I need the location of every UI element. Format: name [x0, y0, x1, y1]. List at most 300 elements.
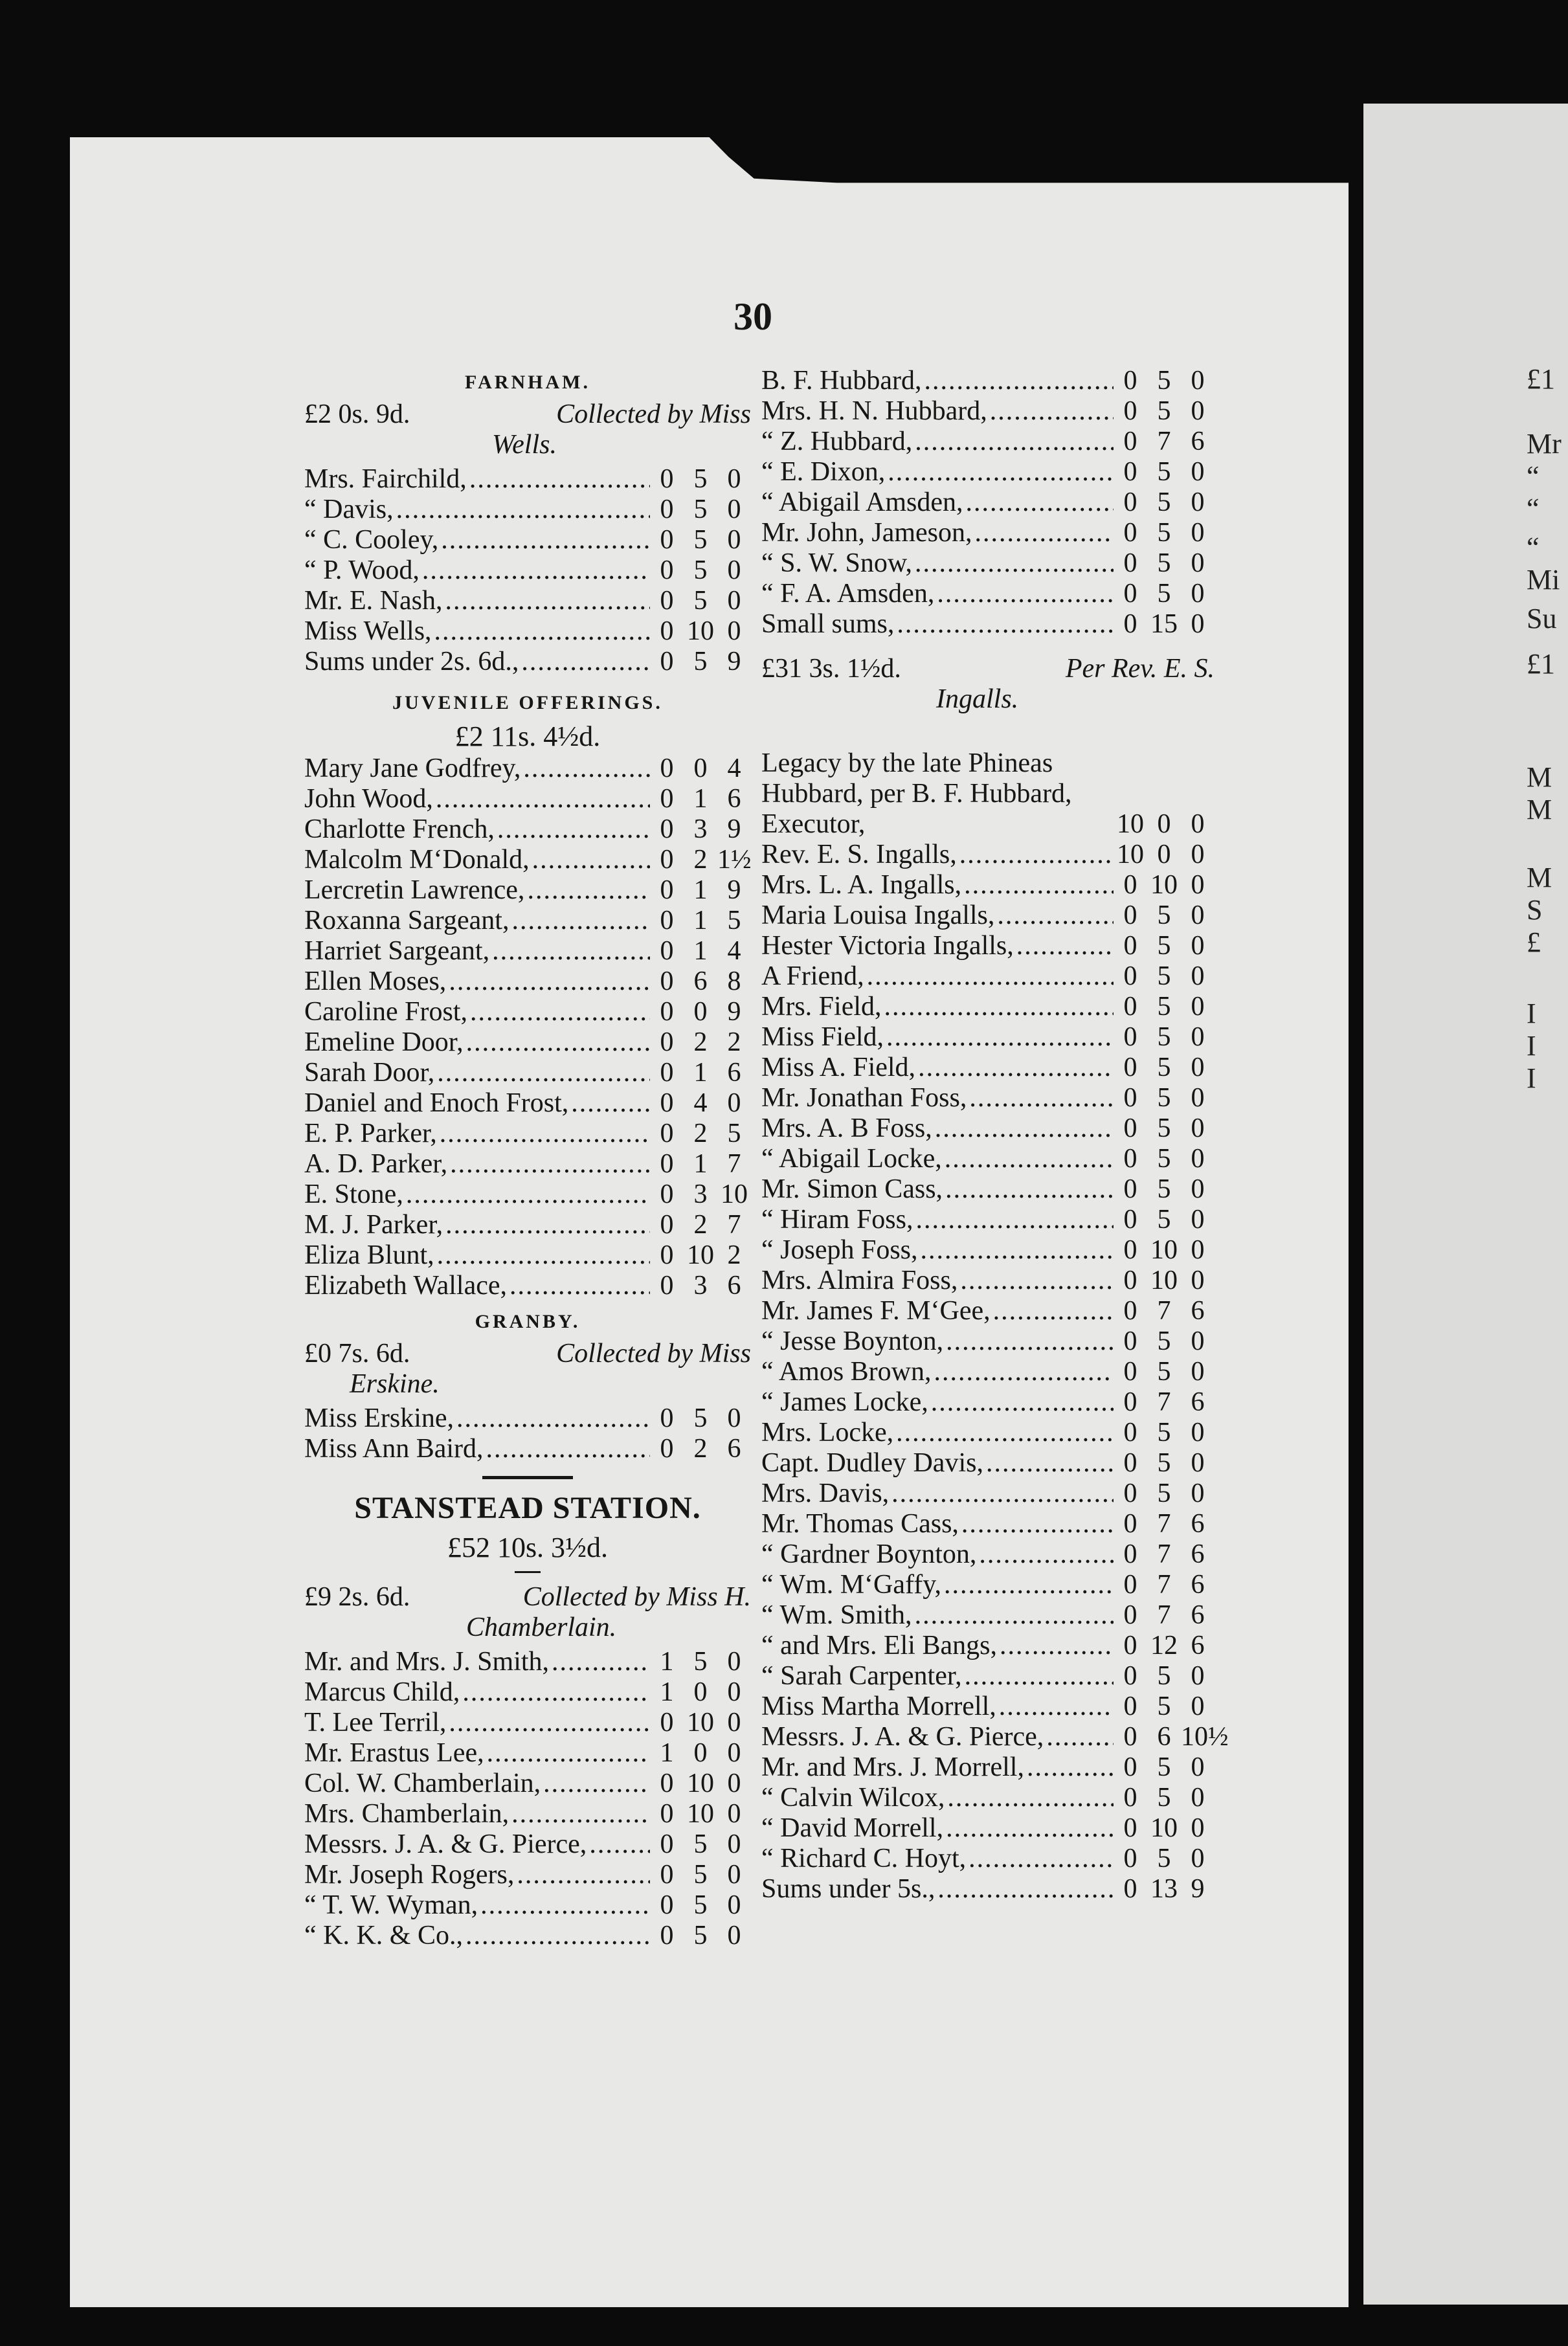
list-item	[304, 1769, 751, 1799]
amount-shillings: 5	[1157, 1205, 1171, 1234]
amount-shillings: 5	[1157, 1113, 1171, 1143]
amount-shillings: 10	[687, 1769, 714, 1798]
amount-pounds: 0	[1123, 961, 1137, 991]
amount-pence: 0	[727, 1799, 741, 1829]
amount-pence: 0	[1191, 457, 1205, 487]
amount-pence: 0	[727, 1829, 741, 1859]
entries-stanstead	[304, 1647, 751, 1951]
amount-shillings: 7	[1157, 1539, 1171, 1569]
amount-shillings: 7	[1157, 1509, 1171, 1539]
amount-pounds: 0	[660, 1027, 674, 1057]
amount-pounds: 0	[1123, 1692, 1137, 1721]
donor-name: Ellen Moses, .....	[304, 966, 650, 997]
donor-name: Elizabeth Wallace, .....	[304, 1271, 650, 1301]
amount-pence: 2	[727, 1027, 741, 1057]
amount-pence: 0	[1191, 1174, 1205, 1204]
donor-name: Miss Martha Morrell, .....	[761, 1692, 1114, 1722]
amount-pence: 0	[1191, 809, 1205, 839]
amount-pounds: 0	[1123, 1509, 1137, 1539]
amount-pounds: 0	[660, 1890, 674, 1920]
amount-shillings: 1	[693, 936, 708, 966]
donor-name: “ T. W. Wyman, .....	[304, 1890, 650, 1921]
amount-pence: 2	[727, 1240, 741, 1270]
amount-pounds: 0	[1123, 1205, 1137, 1234]
amount-pounds: 0	[1123, 931, 1137, 961]
donor-name: Col. W. Chamberlain, .....	[304, 1769, 650, 1799]
amount-pounds: 0	[1123, 1752, 1137, 1782]
section-divider	[482, 1476, 573, 1479]
collected-line-farnham	[304, 399, 751, 460]
amount-shillings: 5	[693, 1647, 708, 1677]
amount-shillings: 7	[1157, 1600, 1171, 1630]
amount-pounds: 0	[660, 555, 674, 585]
donor-name: A. D. Parker, .....	[304, 1149, 650, 1179]
amount-pounds: 0	[660, 784, 674, 814]
amount-pence: 0	[1191, 366, 1205, 396]
amount-pence: 0	[727, 1088, 741, 1118]
amount-shillings: 5	[1157, 487, 1171, 517]
amount-pounds: 0	[660, 1829, 674, 1859]
amount-pounds: 0	[1123, 396, 1137, 426]
amount-shillings: 0	[1157, 840, 1171, 869]
amount-pounds: 0	[1123, 1448, 1137, 1478]
donor-name: Mrs. Chamberlain, .....	[304, 1799, 650, 1829]
amount-shillings: 5	[1157, 1783, 1171, 1813]
next-page-fragment: M	[1527, 862, 1552, 893]
donor-name: “ E. Dixon, .....	[761, 457, 1114, 487]
amount-pence: 6	[1191, 1600, 1205, 1630]
list-item	[304, 464, 751, 495]
list-item	[761, 1692, 1215, 1722]
donor-name: A Friend, .....	[761, 961, 1114, 992]
list-item	[761, 1083, 1215, 1113]
amount-shillings: 5	[1157, 548, 1171, 578]
entries-hubbard-group	[761, 366, 1215, 640]
amount-pounds: 1	[660, 1677, 674, 1707]
amount-pence: 4	[727, 936, 741, 966]
amount-shillings: 5	[1157, 1448, 1171, 1478]
amount-shillings: 12	[1150, 1631, 1178, 1660]
amount-shillings: 5	[693, 647, 708, 676]
amount-shillings: 7	[1157, 1570, 1171, 1600]
list-item	[761, 1266, 1215, 1296]
amount-pence: 0	[727, 525, 741, 555]
amount-shillings: 5	[693, 1829, 708, 1859]
amount-pence: 0	[727, 1921, 741, 1950]
amount-pounds: 1	[660, 1738, 674, 1768]
amount-pounds: 0	[660, 1921, 674, 1950]
next-page-fragment: S	[1527, 894, 1543, 926]
amount-shillings: 1	[693, 906, 708, 935]
amount-pence: 6	[727, 784, 741, 814]
amount-shillings: 0	[1157, 809, 1171, 839]
list-item	[761, 396, 1215, 427]
amount-pence: 0	[1191, 900, 1205, 930]
donor-name: “ Davis, .....	[304, 495, 650, 525]
amount-pence: 10½	[1181, 1722, 1229, 1752]
amount-pence: 6	[727, 1434, 741, 1464]
donor-name: Sums under 2s. 6d., .....	[304, 647, 650, 677]
amount-pence: 0	[1191, 1357, 1205, 1387]
amount-shillings: 5	[693, 586, 708, 616]
next-page-fragment: M	[1527, 761, 1552, 793]
list-item	[304, 845, 751, 875]
amount-pounds: 0	[660, 616, 674, 646]
amount-shillings: 10	[1150, 1813, 1178, 1843]
next-page-fragment: M	[1527, 794, 1552, 825]
donor-name: Mr. Simon Cass, .....	[761, 1174, 1114, 1205]
next-page-fragment: “	[1527, 493, 1540, 524]
amount-pounds: 0	[1123, 1844, 1137, 1873]
collected-amount: £2 0s. 9d.	[304, 399, 410, 429]
amount-pence: 0	[727, 1708, 741, 1737]
next-page-fragment: Mr	[1527, 428, 1562, 460]
amount-pence: 0	[1191, 1053, 1205, 1082]
donor-name: “ Hiram Foss, .....	[761, 1205, 1114, 1235]
short-divider	[515, 1571, 541, 1573]
amount-shillings: 2	[693, 1210, 708, 1240]
donor-name: Mr. Thomas Cass, .....	[761, 1509, 1114, 1539]
amount-shillings: 5	[1157, 1144, 1171, 1174]
amount-pence: 0	[1191, 1418, 1205, 1447]
amount-pounds: 0	[1123, 1631, 1137, 1660]
donor-name: “ Sarah Carpenter, .....	[761, 1661, 1114, 1692]
entries-ingalls-group	[761, 840, 1229, 1905]
amount-pence: 0	[727, 1677, 741, 1707]
list-item	[304, 1860, 751, 1890]
donor-name: “ James Locke, .....	[761, 1387, 1114, 1418]
amount-pounds: 0	[660, 997, 674, 1027]
amount-shillings: 5	[1157, 579, 1171, 609]
amount-shillings: 5	[1157, 992, 1171, 1022]
amount-pence: 0	[1191, 1144, 1205, 1174]
section-title-granby: GRANBY.	[475, 1311, 581, 1332]
amount-pence: 6	[727, 1271, 741, 1301]
amount-pounds: 0	[660, 464, 674, 494]
list-item	[761, 1844, 1215, 1874]
donor-name: “ Jesse Boynton, .....	[761, 1326, 1114, 1357]
donor-name: Hester Victoria Ingalls, .....	[761, 931, 1114, 961]
amount-shillings: 5	[693, 1403, 708, 1433]
amount-pounds: 0	[660, 1058, 674, 1088]
amount-shillings: 1	[693, 1058, 708, 1088]
amount-pence: 5	[727, 906, 741, 935]
donor-name: “ C. Cooley, .....	[304, 525, 650, 555]
amount-pounds: 0	[1123, 1357, 1137, 1387]
donor-name: Rev. E. S. Ingalls, .....	[761, 840, 1114, 870]
amount-shillings: 5	[1157, 1844, 1171, 1873]
per-rev-name: Ingalls.	[936, 684, 1019, 714]
amount-pence: 6	[1191, 1509, 1205, 1539]
donor-name: Messrs. J. A. & G. Pierce, .....	[761, 1722, 1114, 1752]
amount-pence: 4	[727, 754, 741, 783]
amount-pence: 9	[727, 997, 741, 1027]
amount-shillings: 3	[693, 1179, 708, 1209]
list-item	[761, 518, 1215, 548]
amount-pence: 0	[1191, 1661, 1205, 1691]
amount-pence: 0	[1191, 1083, 1205, 1113]
amount-pounds: 0	[1123, 1479, 1137, 1508]
amount-pounds: 0	[1123, 1661, 1137, 1691]
donor-name: Mr. James F. M‘Gee, .....	[761, 1296, 1114, 1326]
list-item	[761, 1874, 1215, 1905]
list-item	[761, 840, 1215, 870]
amount-pounds: 0	[660, 1860, 674, 1890]
list-item	[304, 616, 751, 647]
donor-name: “ Richard C. Hoyt, .....	[761, 1844, 1114, 1874]
list-item	[761, 457, 1215, 487]
amount-pounds: 0	[1123, 1022, 1137, 1052]
list-item	[761, 1539, 1215, 1570]
donor-name: Mr. Jonathan Foss, .....	[761, 1083, 1114, 1113]
donor-name: “ Wm. M‘Gaffy, .....	[761, 1570, 1114, 1600]
next-page-fragment: I	[1527, 1062, 1536, 1094]
amount-pounds: 0	[1123, 870, 1137, 900]
amount-pence: 0	[727, 555, 741, 585]
amount-pounds: 0	[1123, 1113, 1137, 1143]
list-item	[761, 1022, 1215, 1053]
amount-pence: 6	[1191, 427, 1205, 456]
amount-pounds: 0	[1123, 1083, 1137, 1113]
amount-pounds: 0	[1123, 1783, 1137, 1813]
amount-pounds: 0	[1123, 1144, 1137, 1174]
next-page-fragment: £	[1527, 926, 1541, 958]
collected-by: Collected by Miss H.	[522, 1582, 751, 1612]
donor-name: Mr. and Mrs. J. Morrell, .....	[761, 1752, 1114, 1783]
section-total-juvenile: £2 11s. 4½d.	[454, 721, 601, 752]
list-item	[761, 1509, 1215, 1539]
donor-name: T. Lee Terril, .....	[304, 1708, 650, 1738]
donor-name: Miss Field, .....	[761, 1022, 1114, 1053]
donor-name: Mrs. Locke, .....	[761, 1418, 1114, 1448]
list-item	[761, 1326, 1215, 1357]
donor-name: Mrs. H. N. Hubbard, .....	[761, 396, 1114, 427]
list-item	[304, 1271, 751, 1301]
donor-name: Caroline Frost, .....	[304, 997, 650, 1027]
amount-shillings: 5	[1157, 931, 1171, 961]
next-page-fragment: “	[1527, 460, 1540, 492]
donor-name: “ and Mrs. Eli Bangs, .....	[761, 1631, 1114, 1661]
list-item	[761, 1570, 1215, 1600]
amount-pounds: 0	[1123, 992, 1137, 1022]
amount-pence: 6	[1191, 1631, 1205, 1660]
list-item	[761, 992, 1215, 1022]
section-title-farnham: FARNHAM.	[465, 372, 590, 393]
amount-pounds: 0	[660, 754, 674, 783]
amount-pounds: 0	[1123, 1174, 1137, 1204]
amount-pounds: 0	[1123, 457, 1137, 487]
amount-pounds: 0	[1123, 1296, 1137, 1326]
donor-name: Daniel and Enoch Frost, .....	[304, 1088, 650, 1119]
amount-shillings: 5	[1157, 1174, 1171, 1204]
amount-pence: 5	[727, 1119, 741, 1148]
list-item	[761, 1783, 1215, 1813]
amount-shillings: 5	[1157, 1083, 1171, 1113]
next-page-fragment: Su	[1527, 603, 1557, 634]
amount-pence: 0	[1191, 1326, 1205, 1356]
amount-pence: 0	[1191, 1752, 1205, 1782]
amount-pence: 9	[727, 647, 741, 676]
amount-shillings: 7	[1157, 1296, 1171, 1326]
amount-pounds: 0	[660, 525, 674, 555]
amount-shillings: 3	[693, 814, 708, 844]
amount-shillings: 10	[1150, 1235, 1178, 1265]
amount-pence: 0	[1191, 1235, 1205, 1265]
amount-pounds: 0	[660, 936, 674, 966]
collected-line-stanstead	[304, 1582, 751, 1643]
amount-pounds: 0	[1123, 1235, 1137, 1265]
list-item	[761, 1235, 1215, 1266]
amount-pence: 0	[727, 616, 741, 646]
list-item	[761, 366, 1215, 396]
amount-shillings: 1	[693, 875, 708, 905]
amount-pence: 0	[1191, 1783, 1205, 1813]
amount-pounds: 0	[660, 1434, 674, 1464]
list-item	[304, 1647, 751, 1677]
amount-pounds: 0	[1123, 1570, 1137, 1600]
donor-name: “ Gardner Boynton, .....	[761, 1539, 1114, 1570]
list-item	[304, 1434, 751, 1464]
collector-name: Chamberlain.	[466, 1613, 617, 1642]
amount-pounds: 0	[660, 1179, 674, 1209]
page-number: 30	[734, 295, 772, 338]
donor-name: Sarah Door, .....	[304, 1058, 650, 1088]
left-column	[304, 366, 751, 1951]
amount-pence: 0	[727, 1738, 741, 1768]
amount-shillings: 2	[693, 1027, 708, 1057]
donor-name: Eliza Blunt, .....	[304, 1240, 650, 1271]
amount-pounds: 0	[1123, 579, 1137, 609]
amount-shillings: 0	[693, 1738, 708, 1768]
list-item	[304, 1890, 751, 1921]
amount-pence: 6	[1191, 1570, 1205, 1600]
amount-pounds: 10	[1117, 840, 1144, 869]
legacy-text: Legacy by the late Phineas Hubbard, per B. F. Hubbard, Executor,	[761, 748, 1072, 839]
list-item	[304, 1088, 751, 1119]
donor-name: Mary Jane Godfrey, .....	[304, 754, 650, 784]
donor-name: “ Wm. Smith, .....	[761, 1600, 1114, 1631]
amount-pounds: 0	[1123, 548, 1137, 578]
donor-name: Small sums, .....	[761, 609, 1114, 640]
amount-pence: 10	[721, 1179, 748, 1209]
donor-name: Harriet Sargeant, .....	[304, 936, 650, 966]
list-item	[304, 586, 751, 616]
next-page-fragment: “	[1527, 531, 1540, 563]
amount-shillings: 0	[693, 754, 708, 783]
amount-pence: 7	[727, 1210, 741, 1240]
donor-name: Miss A. Field, .....	[761, 1053, 1114, 1083]
donor-name: “ Abigail Locke, .....	[761, 1144, 1114, 1174]
donor-name: “ Amos Brown, .....	[761, 1357, 1114, 1387]
collected-by: Collected by Miss	[556, 1339, 751, 1368]
amount-pounds: 0	[660, 1799, 674, 1829]
amount-pence: 0	[1191, 609, 1205, 639]
amount-shillings: 10	[1150, 1266, 1178, 1295]
amount-pence: 0	[1191, 1479, 1205, 1508]
list-item	[761, 1357, 1215, 1387]
donor-name: M. J. Parker, .....	[304, 1210, 650, 1240]
amount-pounds: 10	[1117, 809, 1144, 839]
amount-pence: 0	[1191, 1813, 1205, 1843]
amount-shillings: 5	[1157, 1022, 1171, 1052]
donor-name: “ Abigail Amsden, .....	[761, 487, 1114, 518]
amount-shillings: 5	[1157, 900, 1171, 930]
donor-name: “ Z. Hubbard, .....	[761, 427, 1114, 457]
list-item	[761, 1418, 1215, 1448]
amount-pounds: 0	[660, 1088, 674, 1118]
amount-pounds: 0	[1123, 1053, 1137, 1082]
donor-name: Miss Wells, .....	[304, 616, 650, 647]
amount-pounds: 0	[660, 1240, 674, 1270]
amount-pounds: 0	[1123, 1387, 1137, 1417]
list-item	[304, 1799, 751, 1829]
amount-pence: 6	[727, 1058, 741, 1088]
list-item	[761, 1479, 1215, 1509]
amount-pence: 0	[1191, 961, 1205, 991]
collected-amount: £0 7s. 6d.	[304, 1339, 410, 1368]
donor-name: Mr. and Mrs. J. Smith, .....	[304, 1647, 650, 1677]
right-column	[761, 366, 1229, 1905]
per-rev-line	[761, 654, 1215, 715]
donor-name: Emeline Door, .....	[304, 1027, 650, 1058]
list-item	[304, 784, 751, 814]
amount-pence: 0	[1191, 1844, 1205, 1873]
list-item	[761, 1752, 1215, 1783]
donor-name: Messrs. J. A. & G. Pierce, .....	[304, 1829, 650, 1860]
amount-pence: 0	[727, 495, 741, 524]
list-item	[304, 1829, 751, 1860]
next-page-fragment: £1	[1527, 648, 1555, 680]
amount-shillings: 10	[687, 1240, 714, 1270]
amount-shillings: 3	[693, 1271, 708, 1301]
amount-shillings: 6	[693, 966, 708, 996]
collector-name: Wells.	[492, 430, 557, 460]
amount-pounds: 0	[1123, 487, 1137, 517]
amount-shillings: 10	[687, 1799, 714, 1829]
amount-shillings: 15	[1150, 609, 1178, 639]
next-page-fragment: Mi	[1527, 564, 1560, 596]
amount-pence: 9	[1191, 1874, 1205, 1904]
amount-pounds: 0	[660, 647, 674, 676]
amount-shillings: 10	[687, 1708, 714, 1737]
list-item	[761, 1053, 1215, 1083]
amount-shillings: 0	[693, 1677, 708, 1707]
section-title-juvenile: JUVENILE OFFERINGS.	[392, 692, 663, 713]
list-item	[304, 525, 751, 555]
donor-name: “ F. A. Amsden, .....	[761, 579, 1114, 609]
donor-name: Miss Ann Baird, .....	[304, 1434, 650, 1464]
list-item	[761, 1661, 1215, 1692]
donor-name: E. P. Parker, .....	[304, 1119, 650, 1149]
list-item	[304, 1179, 751, 1210]
entries-granby	[304, 1403, 751, 1464]
list-item	[761, 1174, 1215, 1205]
amount-pence: 0	[727, 586, 741, 616]
amount-shillings: 5	[1157, 1053, 1171, 1082]
list-item	[761, 870, 1215, 900]
donor-name: Mrs. Field, .....	[761, 992, 1114, 1022]
amount-pence: 6	[1191, 1387, 1205, 1417]
amount-pounds: 0	[1123, 1539, 1137, 1569]
amount-pence: 9	[727, 814, 741, 844]
donor-name: John Wood, .....	[304, 784, 650, 814]
amount-pounds: 0	[1123, 900, 1137, 930]
next-page-fragment: £1	[1527, 363, 1555, 395]
donor-name: Mrs. Fairchild, .....	[304, 464, 650, 495]
amount-shillings: 1	[693, 784, 708, 814]
donor-name: Miss Erskine, .....	[304, 1403, 650, 1434]
donor-name: “ Joseph Foss, .....	[761, 1235, 1114, 1266]
